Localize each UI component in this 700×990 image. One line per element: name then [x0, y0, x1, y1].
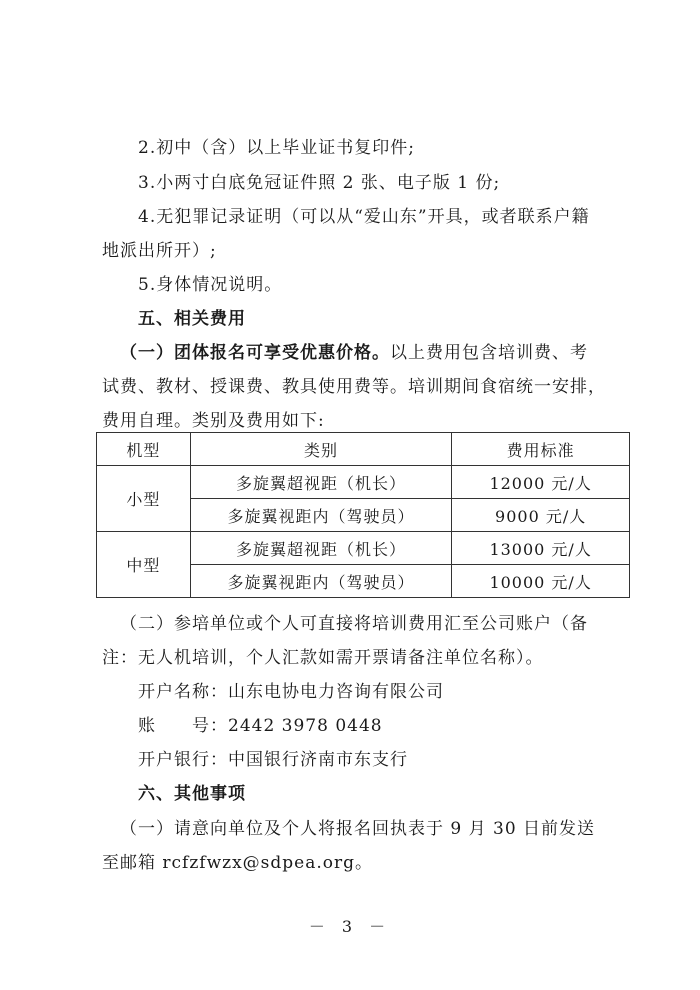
- model-medium: 中型: [97, 532, 191, 598]
- fee-table: [96, 432, 630, 598]
- item-4-line1: 4.无犯罪记录证明（可以从“爱山东”开具，或者联系户籍: [138, 207, 590, 227]
- page-number: － 3 －: [308, 917, 392, 936]
- fee-cell: 10000 元/人: [452, 565, 630, 598]
- fee-cell: 9000 元/人: [452, 499, 630, 532]
- fee-table-header-row: [97, 433, 630, 466]
- header-fee: 费用标准: [452, 433, 630, 466]
- category-cell: 多旋翼超视距（机长）: [190, 532, 451, 565]
- fee-cell: 12000 元/人: [452, 466, 630, 499]
- category-cell: 多旋翼视距内（驾驶员）: [190, 565, 451, 598]
- item-5: 5.身体情况说明。: [138, 275, 283, 295]
- table-row: [97, 532, 630, 565]
- section-5-para1-line3: 费用自理。类别及费用如下:: [102, 411, 325, 431]
- section-5-para2-line1: （二）参培单位或个人可直接将培训费用汇至公司账户（备: [120, 614, 588, 634]
- header-model: 机型: [97, 433, 191, 466]
- section-6-para1-line1: （一）请意向单位及个人将报名回执表于 9 月 30 日前发送: [120, 819, 596, 839]
- account-name: 开户名称：山东电协电力咨询有限公司: [138, 682, 444, 702]
- category-cell: 多旋翼视距内（驾驶员）: [190, 499, 451, 532]
- section-5-para2-line2: 注：无人机培训，个人汇款如需开票请备注单位名称）。: [102, 648, 544, 668]
- header-category: 类别: [190, 433, 451, 466]
- section-5-heading: 五、相关费用: [138, 309, 246, 329]
- category-cell: 多旋翼超视距（机长）: [190, 466, 451, 499]
- section-5-para1-line1: [0, 342, 700, 364]
- fee-includes-text: 以上费用包含培训费、考: [390, 343, 588, 363]
- model-small: 小型: [97, 466, 191, 532]
- section-5-para1-line2: 试费、教材、授课费、教具使用费等。培训期间食宿统一安排，: [102, 377, 606, 397]
- account-bank: 开户银行：中国银行济南市东支行: [138, 750, 408, 770]
- item-4-line2: 地派出所开）;: [102, 241, 217, 261]
- group-discount-text: （一）团体报名可享受优惠价格。: [120, 343, 390, 363]
- section-6-para1-line2: 至邮箱 rcfzfwzx@sdpea.org。: [102, 853, 374, 873]
- section-6-heading: 六、其他事项: [138, 784, 246, 804]
- item-3: 3.小两寸白底免冠证件照 2 张、电子版 1 份;: [138, 173, 501, 193]
- item-2: 2.初中（含）以上毕业证书复印件;: [138, 138, 415, 158]
- fee-cell: 13000 元/人: [452, 532, 630, 565]
- table-row: [97, 466, 630, 499]
- account-number: 账 号：2442 3978 0448: [138, 716, 383, 736]
